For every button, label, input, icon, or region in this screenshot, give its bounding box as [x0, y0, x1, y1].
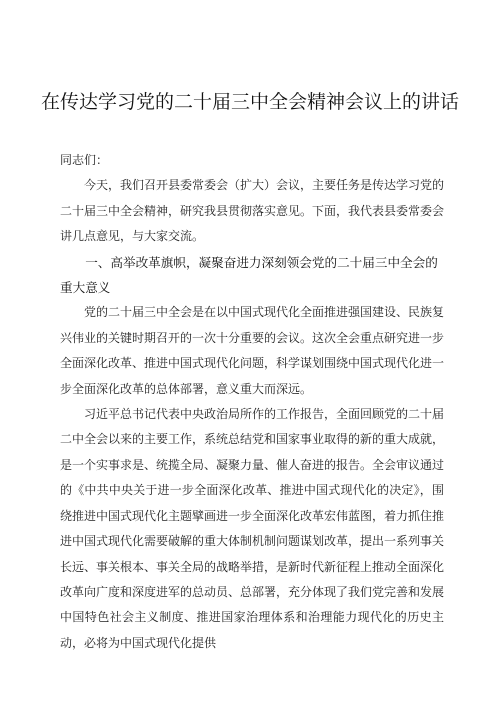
section-heading: 一、高举改革旗帜，凝聚奋进力深刻领会党的二十届三中全会的重大意义	[60, 254, 438, 296]
body-paragraph: 习近平总书记代表中央政治局所作的工作报告，全面回顾党的二十届二中全会以来的主要工作，系统总结党和国家事业取得的新的重大成就，是一个实事求是、统揽全局、凝聚力量、催人奋进的报告。全会审议通过的《中共中央关于进一步全面深化改革、推进中国式现代化的决定》，围绕推进中国式现代化主题擘画进一步全面深化改革宏伟蓝图，着力抓住推进中国式现代化需要破解的重大体制机制问题谋划改革，提出一系列事关长远、事关根本、事关全局的战略举措，是新时代新征程上推动全面深化改革向广度和深度进军的总动员、总部署，充分体现了我们党完善和发展中国特色社会主义制度、推进国家治理体系和治理能力现代化的历史主动，必将为中国式现代化提供	[60, 407, 445, 650]
document-title: 在传达学习党的二十届三中全会精神会议上的讲话	[40, 91, 459, 113]
document-body	[60, 148, 444, 656]
body-paragraph: 党的二十届三中全会是在以中国式现代化全面推进强国建设、民族复兴伟业的关键时期召开的一次十分重要的会议。这次全会重点研究进一步全面深化改革、推进中国式现代化问题，科学谋划围绕中国式现代化进一步全面深化改革的总体部署，意义重大而深远。	[60, 305, 445, 396]
salutation: 同志们：	[60, 153, 109, 167]
intro-paragraph: 今天，我们召开县委常委会（扩大）会议，主要任务是传达学习党的二十届三中全会精神，研究我县贯彻落实意见。下面，我代表县委常委会讲几点意见，与大家交流。	[60, 178, 445, 244]
